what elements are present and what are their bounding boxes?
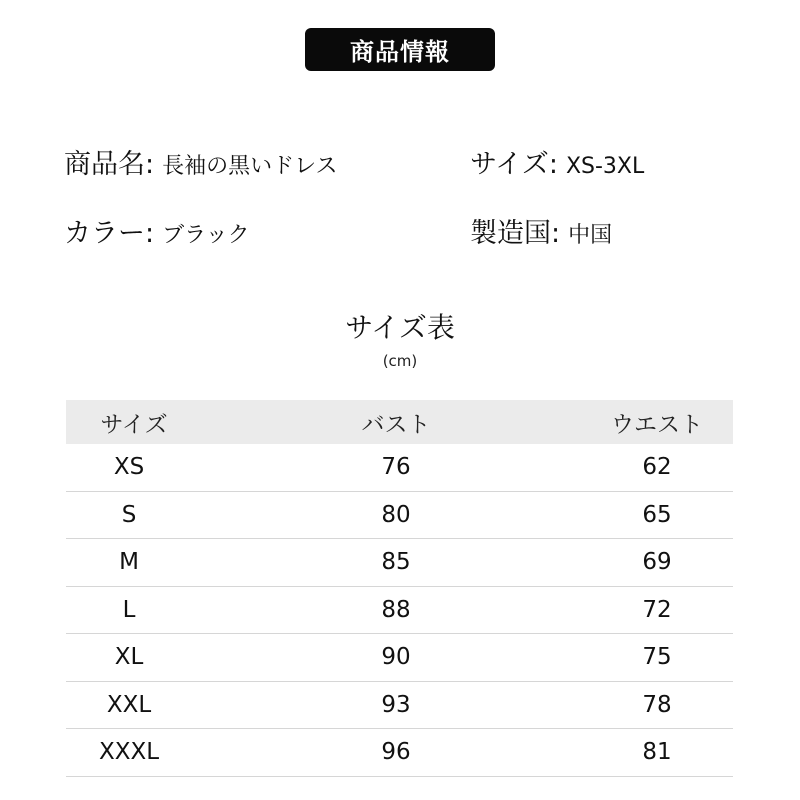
size-chart-title: サイズ表: [345, 311, 455, 344]
product-name-value: 長袖の黒いドレス: [162, 154, 338, 179]
bust-cell: 96: [381, 739, 411, 766]
size-cell: XXXL: [98, 739, 160, 766]
bust-cell: 93: [381, 691, 411, 718]
header-bust: バスト: [361, 411, 431, 438]
header-waist: ウエスト: [611, 411, 703, 438]
size-range-row: [470, 142, 644, 181]
size-cell: XXL: [106, 691, 152, 718]
product-name-row: [64, 142, 337, 181]
bust-cell: 76: [381, 454, 411, 481]
table-row: [66, 444, 733, 492]
waist-cell: 81: [642, 739, 672, 766]
waist-cell: 75: [642, 644, 672, 671]
table-row: [66, 634, 733, 682]
section-title-badge: [305, 28, 495, 71]
size-cell: M: [119, 549, 139, 576]
table-row: [66, 587, 733, 635]
origin-row: [470, 211, 612, 250]
size-chart-header-row: [66, 400, 733, 444]
color-value: ブラック: [162, 223, 250, 248]
size-cell: XS: [113, 454, 145, 481]
table-row: [66, 539, 733, 587]
bust-cell: 88: [381, 596, 411, 623]
size-range-value: XS-3XL: [565, 154, 645, 179]
product-name-label: 商品名:: [64, 149, 155, 180]
color-label: カラー:: [64, 218, 155, 249]
waist-cell: 62: [642, 454, 672, 481]
section-title: 商品情報: [350, 38, 450, 66]
bust-cell: 80: [381, 501, 411, 528]
size-cell: L: [122, 596, 136, 623]
size-chart-unit: (cm): [382, 352, 418, 370]
origin-value: 中国: [568, 223, 613, 248]
size-cell: S: [121, 501, 137, 528]
waist-cell: 65: [642, 501, 672, 528]
color-row: [64, 211, 250, 250]
origin-label: 製造国:: [470, 218, 561, 249]
waist-cell: 72: [642, 596, 672, 623]
table-row: [66, 682, 733, 730]
bust-cell: 90: [381, 644, 411, 671]
header-size: サイズ: [100, 411, 168, 438]
table-row: [66, 492, 733, 540]
waist-cell: 78: [642, 691, 672, 718]
size-range-label: サイズ:: [470, 149, 558, 180]
bust-cell: 85: [381, 549, 411, 576]
table-row: [66, 729, 733, 777]
waist-cell: 69: [642, 549, 672, 576]
size-cell: XL: [114, 644, 144, 671]
size-chart-table: [66, 400, 733, 777]
